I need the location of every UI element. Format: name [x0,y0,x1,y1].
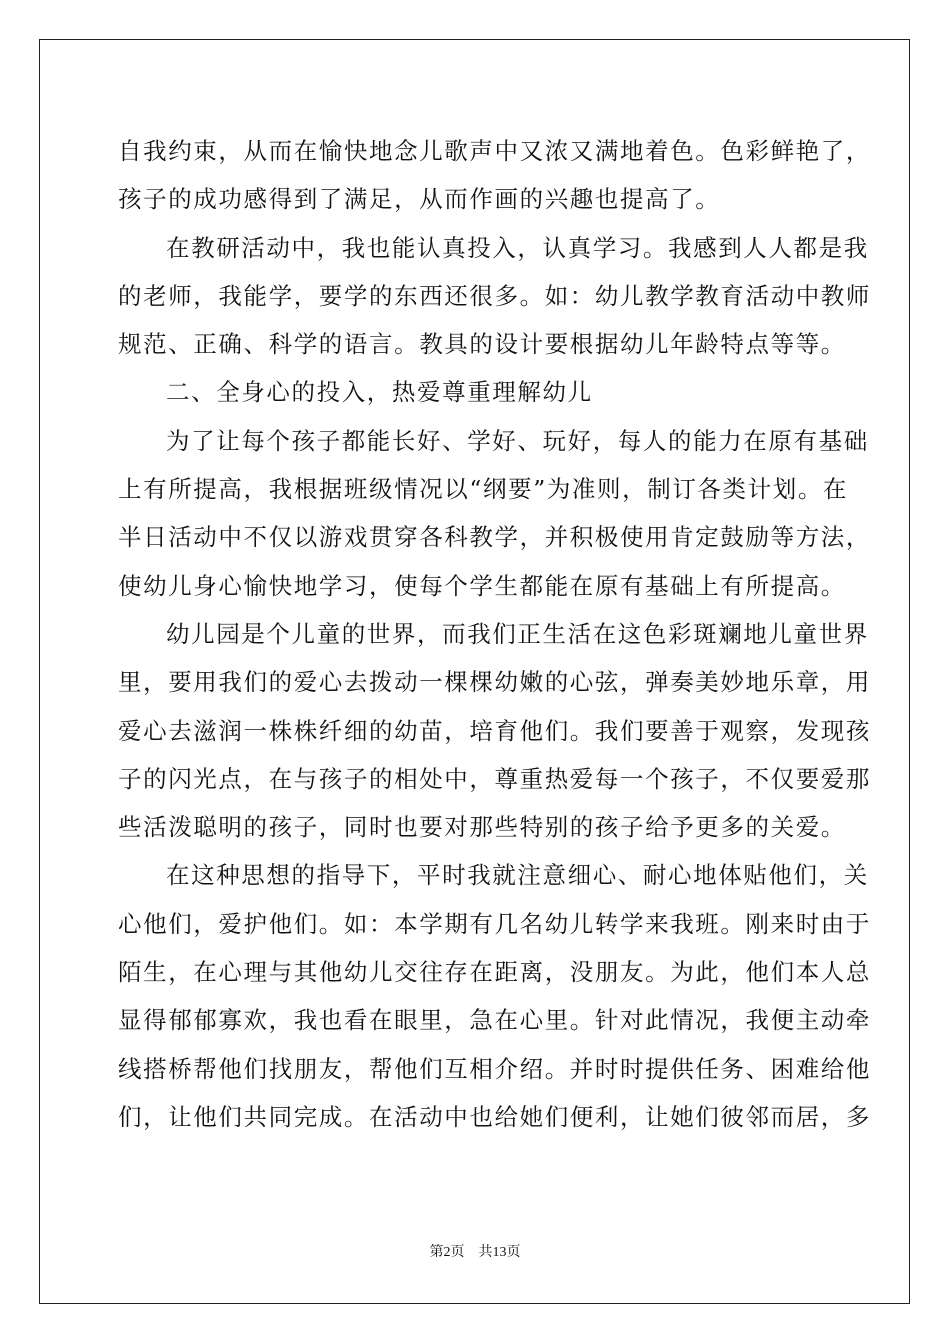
document-body [118,127,871,1141]
text-line-5: 规范、正确、科学的语言。教具的设计要根据幼儿年龄特点等等。 [118,330,846,359]
text-line-15: 些活泼聪明的孩子，同时也要对那些特别的孩子给予更多的关爱。 [118,813,846,842]
text-line-2: 孩子的成功感得到了满足，从而作画的兴趣也提高了。 [118,185,721,214]
text-line-4: 的老师，我能学，要学的东西还很多。如：幼儿教学教育活动中教师 [118,281,871,310]
text-line-20: 线搭桥帮他们找朋友，帮他们互相介绍。并时时提供任务、困难给他 [118,1054,871,1083]
text-line-10: 使幼儿身心愉快地学习，使每个学生都能在原有基础上有所提高。 [118,571,846,600]
page-number: 第2页 [429,1245,465,1260]
section-heading: 二、全身心的投入，热爱尊重理解幼儿 [166,378,593,407]
text-line-13: 爱心去滋润一株株纤细的幼苗，培育他们。我们要善于观察，发现孩 [118,716,871,745]
text-line-1: 自我约束，从而在愉快地念儿歌声中又浓又满地着色。色彩鲜艳了， [118,137,871,165]
text-line-19: 显得郁郁寡欢，我也看在眼里，急在心里。针对此情况，我便主动牵 [118,1006,871,1035]
text-line-12: 里，要用我们的爱心去拨动一棵棵幼嫩的心弦，弹奏美妙地乐章，用 [118,668,871,697]
text-line-14: 子的闪光点，在与孩子的相处中，尊重热爱每一个孩子，不仅要爱那 [118,764,871,793]
text-line-9: 半日活动中不仅以游戏贯穿各科教学，并积极使用肯定鼓励等方法， [118,523,871,552]
text-line-21: 们，让他们共同完成。在活动中也给她们便利，让她们彼邻而居，多 [118,1102,871,1131]
page-footer [0,1241,950,1261]
text-line-3: 在教研活动中，我也能认真投入，认真学习。我感到人人都是我 [166,233,869,262]
text-line-17: 心他们，爱护他们。如：本学期有几名幼儿转学来我班。刚来时由于 [118,909,871,938]
text-line-11: 幼儿园是个儿童的世界，而我们正生活在这色彩斑斓地儿童世界 [166,619,869,648]
text-line-7: 为了让每个孩子都能长好、学好、玩好，每人的能力在原有基础 [166,426,869,455]
page-total: 共13页 [478,1245,521,1260]
text-line-8: 上有所提高，我根据班级情况以“纲要”为准则，制订各类计划。在 [118,475,849,504]
text-line-18: 陌生，在心理与其他幼儿交往存在距离，没朋友。为此，他们本人总 [118,958,871,987]
text-line-16: 在这种思想的指导下，平时我就注意细心、耐心地体贴他们，关 [166,861,869,890]
